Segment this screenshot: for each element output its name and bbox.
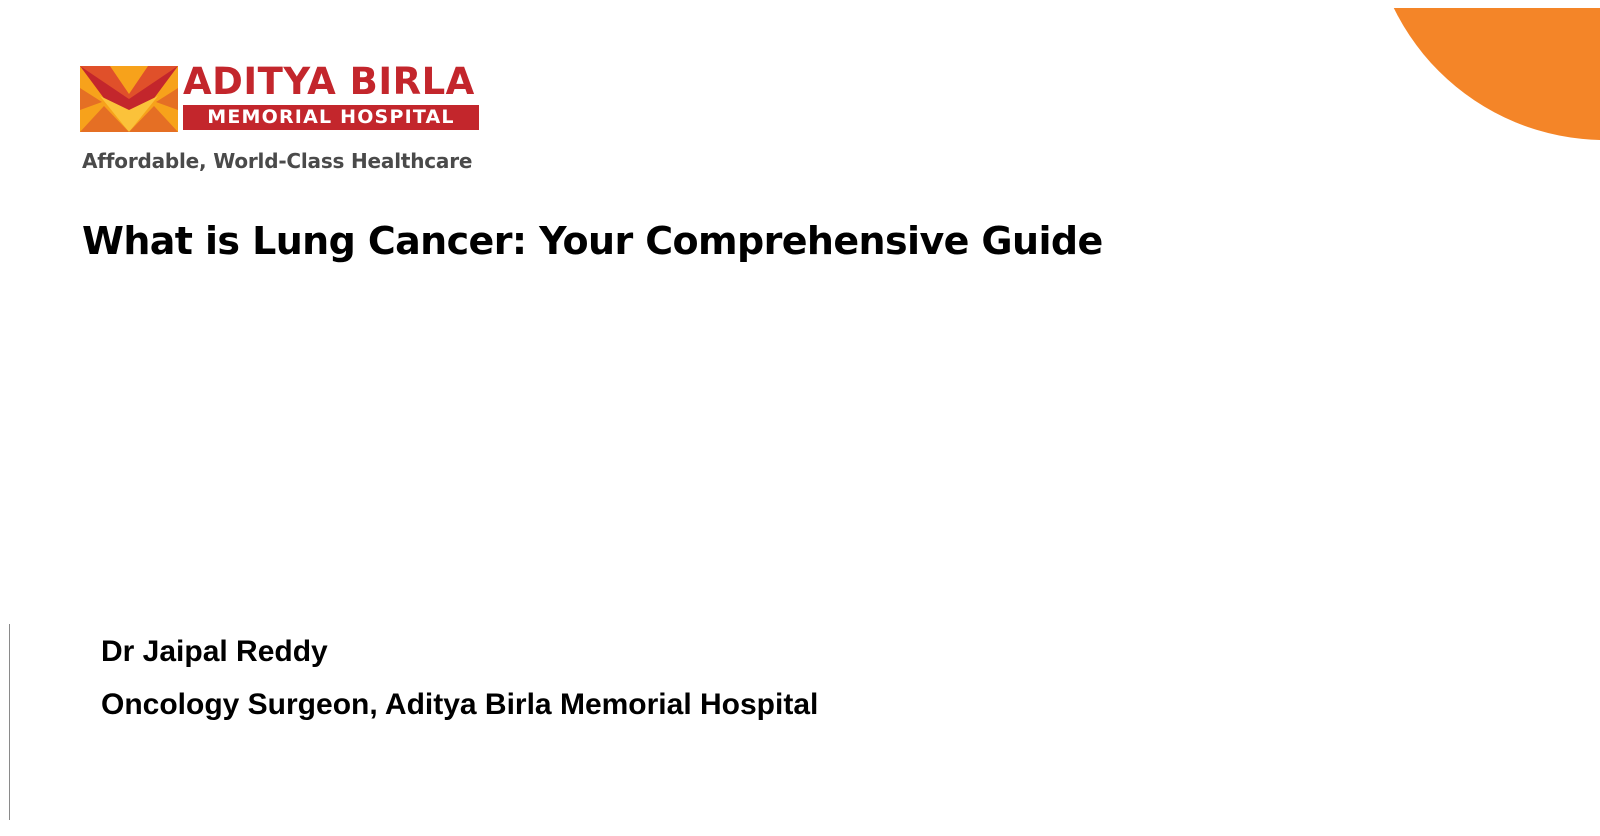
slide-title: What is Lung Cancer: Your Comprehensive Guide: [82, 219, 1103, 263]
logo-tagline: Affordable, World-Class Healthcare: [82, 149, 473, 173]
logo-subname-text: MEMORIAL HOSPITAL: [183, 105, 479, 130]
logo-name-text: ADITYA BIRLA: [183, 60, 475, 103]
left-divider-line: [9, 624, 10, 820]
aditya-birla-sun-icon: [80, 66, 178, 132]
author-role: Oncology Surgeon, Aditya Birla Memorial Hospital: [101, 688, 819, 721]
top-edge-strip: [1360, 0, 1600, 8]
orange-corner-shape: [1370, 0, 1600, 140]
author-name: Dr Jaipal Reddy: [101, 635, 328, 668]
hospital-logo: [80, 60, 490, 182]
